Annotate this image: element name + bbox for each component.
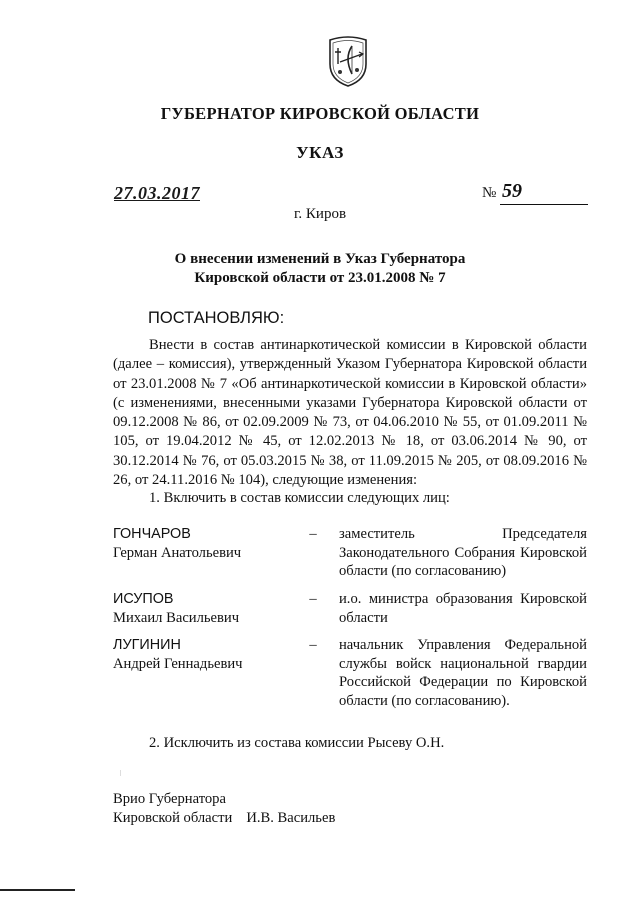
coat-of-arms-emblem	[326, 34, 370, 88]
signatory-region: Кировской области	[113, 809, 233, 826]
item-2: 2. Исключить из состава комиссии Рысеву О.Н.	[149, 735, 445, 751]
number-sign: №	[482, 185, 497, 201]
number-underline	[500, 204, 588, 205]
member-surname: ЛУГИНИН	[113, 637, 181, 653]
title-line-1: О внесении изменений в Указ Губернатора	[174, 251, 466, 267]
member-dash: –	[309, 526, 317, 542]
main-paragraph: Внести в состав антинаркотической комиссии в Кировской области (далее – комиссия), утвержденный Указом Губернатора Кировской области от 23.01.2008 № 7 «Об антинаркотической комиссии в Кировской области» (с изменениями, внесенными указами Губернатора Кировской области от 09.12.2008 № 86, от 02.09.2009 № 73, от 04.06.2010 № 55, от 01.09.2011 № 105, от 19.04.2012 № 45, от 12.02.2013 № 18, от 03.06.2014 № 90, от 30.12.2014 № 76, от 05.03.2015 № 38, от 11.09.2015 № 205, от 08.09.2016 № 26, от 24.11.2016 № 104), следующие изменения:	[113, 337, 587, 489]
decree-word: ПОСТАНОВЛЯЮ:	[148, 309, 285, 327]
document-title	[0, 250, 640, 288]
signatory-position-line-1: Врио Губернатора	[113, 791, 226, 807]
city-label: г. Киров	[293, 206, 347, 222]
signature-block	[113, 790, 335, 827]
member-given-name: Андрей Геннадьевич	[113, 655, 243, 672]
title-line-2: Кировской области от 23.01.2008 № 7	[194, 270, 446, 286]
member-name	[113, 636, 303, 673]
member-dash: –	[309, 591, 317, 607]
member-dash: –	[309, 637, 317, 653]
member-name	[113, 525, 303, 562]
issuer-heading: ГУБЕРНАТОР КИРОВСКОЙ ОБЛАСТИ	[160, 104, 480, 123]
member-surname: ИСУПОВ	[113, 591, 174, 607]
member-role: заместитель Председателя Законодательного Собрания Кировской области (по согласованию)	[339, 526, 587, 579]
member-surname: ГОНЧАРОВ	[113, 526, 191, 542]
member-role: и.о. министра образования Кировской области	[339, 591, 587, 626]
member-given-name: Михаил Васильевич	[113, 609, 240, 626]
handwritten-number: 59	[502, 180, 522, 202]
item-1: 1. Включить в состав комиссии следующих лиц:	[149, 490, 450, 506]
handwritten-date: 27.03.2017	[114, 183, 200, 203]
footer-rule	[0, 889, 75, 891]
member-given-name: Герман Анатольевич	[113, 544, 242, 561]
signatory-name: И.В. Васильев	[246, 809, 336, 826]
member-role: начальник Управления Федеральной службы войск национальной гвардии Российской Федерации по Кировской области (по согласованию).	[339, 637, 587, 709]
document-type-heading: УКАЗ	[296, 143, 344, 162]
signatory-position-line-2	[113, 809, 335, 828]
scan-mark	[120, 770, 121, 776]
member-name	[113, 590, 303, 627]
